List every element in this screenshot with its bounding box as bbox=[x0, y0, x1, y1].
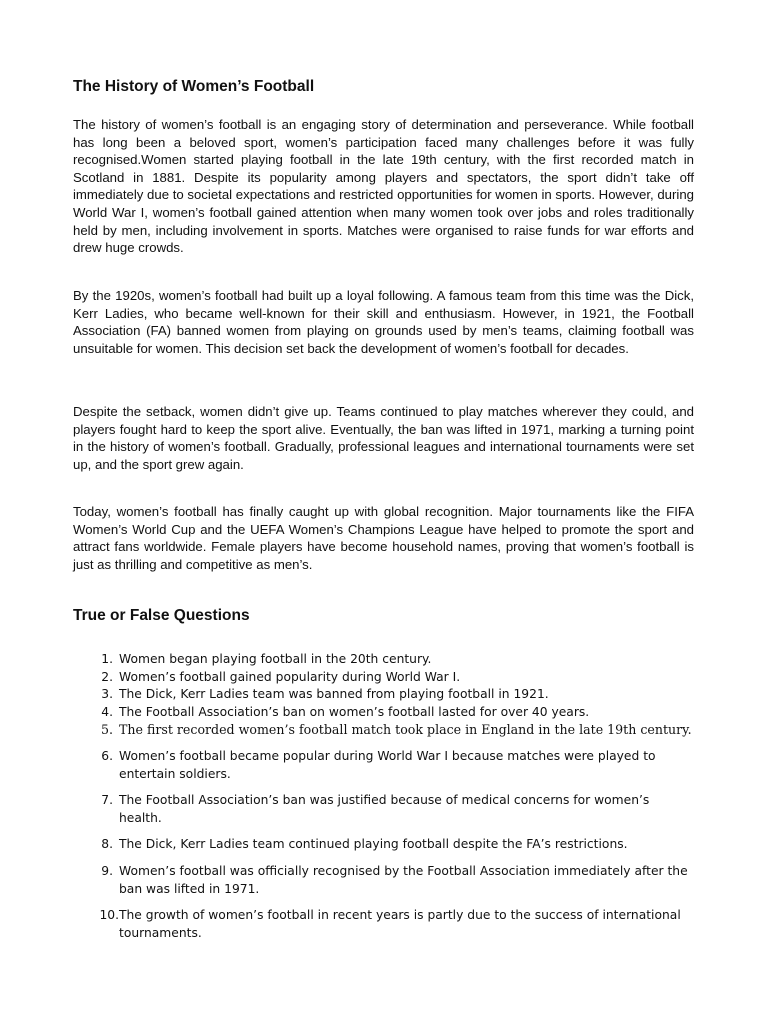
question-item bbox=[73, 836, 694, 854]
question-number: 3. bbox=[101, 687, 113, 702]
article-paragraph: Today, women’s football has finally caught up with global recognition. Major tournaments like the FIFA Women’s World Cup and the UEFA Women’s Champions League have helped to promote the sport and attract fans worldwide. Female players have become household names, proving that women’s football is just as thrilling and competitive as men’s. bbox=[73, 504, 694, 572]
question-number: 6. bbox=[101, 748, 113, 763]
question-text: The Football Association’s ban on women’s football lasted for over 40 years. bbox=[119, 704, 590, 719]
question-number: 1. bbox=[101, 652, 113, 666]
article-title: The History of Women’s Football bbox=[73, 78, 315, 95]
question-item bbox=[73, 704, 694, 722]
question-text: The first recorded women’s football match took place in England in the late 19th century. bbox=[119, 722, 692, 738]
article-paragraph: The history of women’s football is an engaging story of determination and perseverance. While football has long been a beloved sport, women’s participation faced many challenges before it was fully recognised.Women started playing football in the late 19th century, with the first recorded match in Scotland in 1881. Despite its popularity among players and spectators, the sport didn’t take off immediately due to societal expectations and restricted opportunities for women in sports. However, during World War I, women’s football gained attention when many women took over jobs and roles traditionally held by men, including involvement in sports. Matches were organised to raise funds for war efforts and drew huge crowds. bbox=[73, 117, 694, 256]
question-number: 7. bbox=[101, 793, 113, 808]
question-number: 9. bbox=[101, 863, 113, 878]
question-text: Women’s football became popular during World War I because matches were played to entertain soldiers. bbox=[119, 748, 656, 781]
question-item bbox=[73, 907, 694, 942]
question-item bbox=[73, 792, 694, 827]
question-list bbox=[73, 651, 694, 942]
question-number: 2. bbox=[101, 669, 113, 684]
question-item bbox=[73, 651, 694, 669]
quiz-heading: True or False Questions bbox=[73, 607, 250, 624]
article-paragraph: By the 1920s, women’s football had built up a loyal following. A famous team from this time was the Dick, Kerr Ladies, who became well-known for their skill and enthusiasm. However, in 1921, the Football Association (FA) banned women from playing on grounds used by men’s teams, claiming football was unsuitable for women. This decision set back the development of women’s football for decades. bbox=[73, 288, 694, 356]
question-number: 5. bbox=[100, 722, 113, 738]
question-text: The Dick, Kerr Ladies team continued playing football despite the FA’s restrictions. bbox=[119, 837, 628, 852]
question-text: Women’s football gained popularity during World War I. bbox=[119, 669, 461, 684]
question-item bbox=[73, 748, 694, 783]
question-number: 8. bbox=[101, 837, 113, 852]
question-text: The Dick, Kerr Ladies team was banned from playing football in 1921. bbox=[119, 687, 549, 702]
question-item bbox=[73, 863, 694, 898]
question-text: Women began playing football in the 20th century. bbox=[119, 652, 432, 666]
question-text: Women’s football was officially recognised by the Football Association immediately after the ban was lifted in 1971. bbox=[119, 863, 688, 896]
question-number: 10. bbox=[99, 908, 119, 923]
question-item bbox=[73, 721, 694, 739]
question-item bbox=[73, 669, 694, 687]
article-paragraph: Despite the setback, women didn’t give up. Teams continued to play matches wherever they could, and players fought hard to keep the sport alive. Eventually, the ban was lifted in 1971, marking a turning point in the history of women’s football. Gradually, professional leagues and international tournaments were set up, and the sport grew again. bbox=[73, 404, 694, 472]
question-item bbox=[73, 686, 694, 704]
question-number: 4. bbox=[101, 704, 113, 719]
question-text: The Football Association’s ban was justified because of medical concerns for women’s health. bbox=[119, 793, 650, 825]
question-text: The growth of women’s football in recent years is partly due to the success of international tournaments. bbox=[119, 908, 681, 940]
